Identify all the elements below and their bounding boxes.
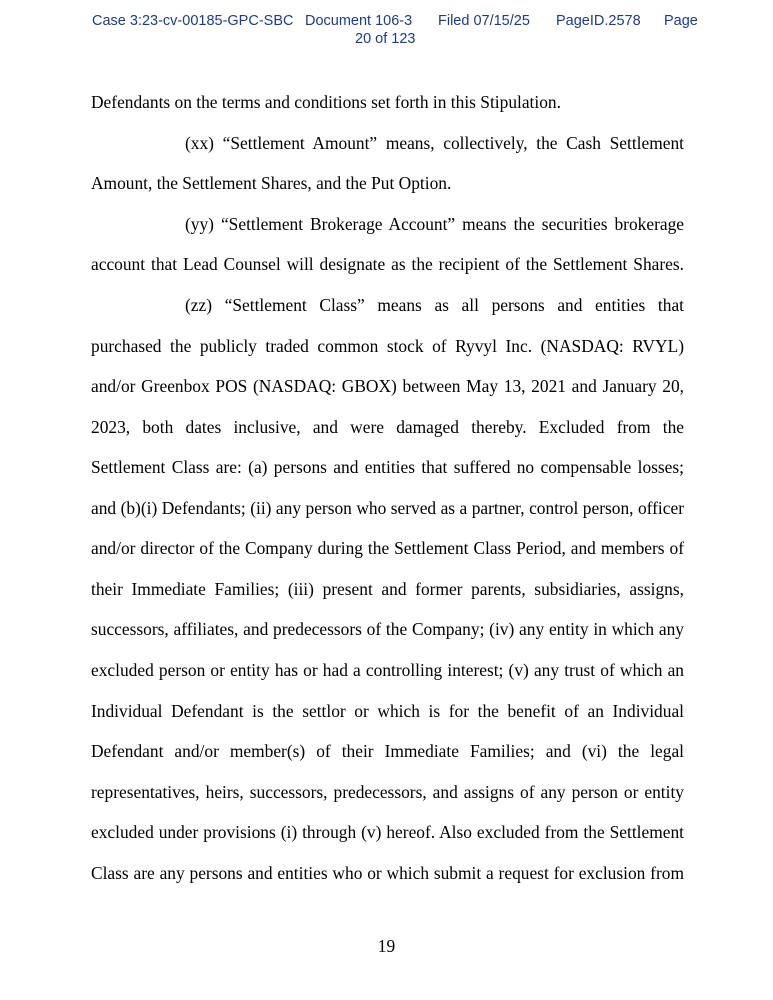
text-line: Defendant and/or member(s) of their Immediate Families; and (vi) the legal (91, 741, 684, 761)
text-line: (zz) “Settlement Class” means as all persons and entities that (185, 295, 684, 315)
text-line: representatives, heirs, successors, predecessors, and assigns of any person or entity (91, 782, 684, 802)
page-id: PageID.2578 (556, 13, 641, 29)
text-line: their Immediate Families; (iii) present and former parents, subsidiaries, assigns, (91, 579, 684, 599)
text-line: (xx) “Settlement Amount” means, collectively, the Cash Settlement (185, 133, 684, 153)
text-line: and/or Greenbox POS (NASDAQ: GBOX) between May 13, 2021 and January 20, (91, 376, 684, 396)
text-line: Class are any persons and entities who or which submit a request for exclusion from (91, 863, 684, 883)
text-line: and (b)(i) Defendants; (ii) any person who served as a partner, control person, officer (91, 498, 684, 518)
page-label: Page (664, 13, 698, 29)
document-number: Document 106-3 (305, 13, 413, 29)
document-pages: 20 of 123 (355, 31, 416, 47)
text-line: (yy) “Settlement Brokerage Account” means the securities brokerage (185, 214, 684, 234)
case-number: Case 3:23-cv-00185-GPC-SBC (92, 13, 294, 29)
text-line: excluded under provisions (i) through (v) hereof. Also excluded from the Settlement (91, 822, 684, 842)
text-line: account that Lead Counsel will designate as the recipient of the Settlement Shares. (91, 254, 684, 274)
text-line: Amount, the Settlement Shares, and the Put Option. (91, 173, 452, 193)
text-line: Defendants on the terms and conditions set forth in this Stipulation. (91, 92, 561, 112)
text-line: excluded person or entity has or had a controlling interest; (v) any trust of which an (91, 660, 684, 680)
text-line: Individual Defendant is the settlor or which is for the benefit of an Individual (91, 701, 684, 721)
text-line: purchased the publicly traded common stock of Ryvyl Inc. (NASDAQ: RVYL) (91, 336, 684, 356)
filed-date: Filed 07/15/25 (438, 13, 530, 29)
text-line: and/or director of the Company during the Settlement Class Period, and members of (91, 538, 684, 558)
text-line: 2023, both dates inclusive, and were damaged thereby. Excluded from the (91, 417, 684, 437)
text-line: Settlement Class are: (a) persons and entities that suffered no compensable losses; (91, 457, 684, 477)
text-line: successors, affiliates, and predecessors of the Company; (iv) any entity in which any (91, 619, 684, 639)
page-number: 19 (377, 936, 396, 956)
